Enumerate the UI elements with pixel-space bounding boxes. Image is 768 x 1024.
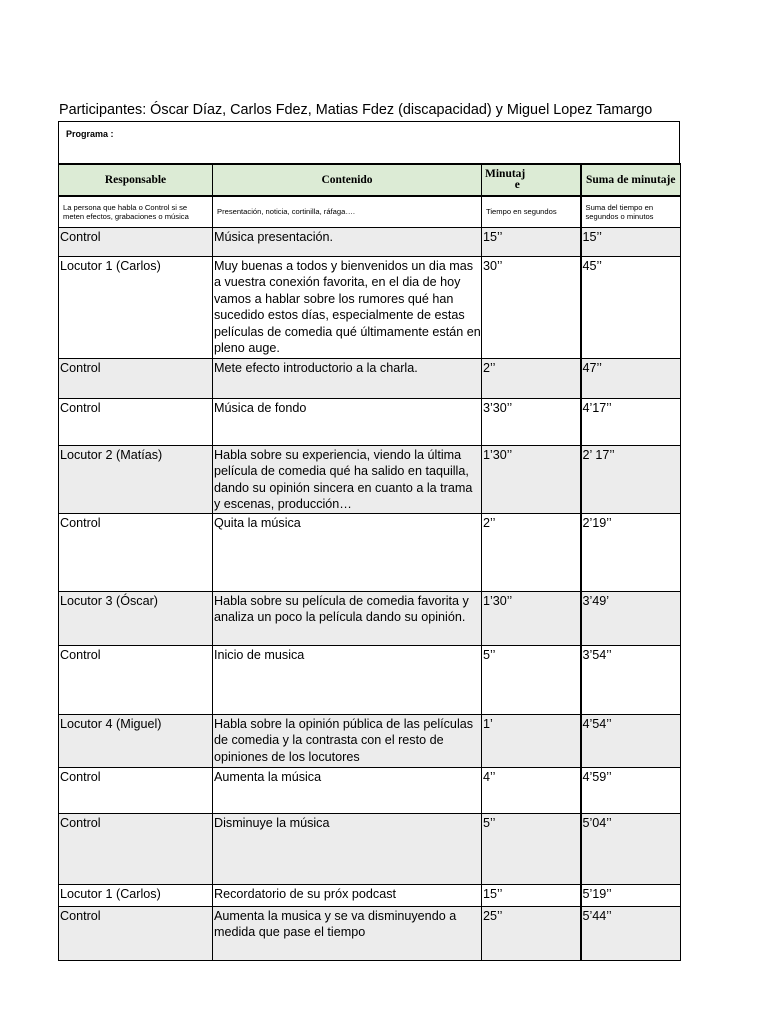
programa-box: [58, 121, 680, 163]
cell-contenido: Habla sobre la opinión pública de las películas de comedia y la contrasta con el resto de opiniones de los locutores: [213, 715, 482, 768]
description-row: [59, 196, 681, 228]
cell-minutaje: 25’’: [482, 907, 581, 961]
cell-responsable: Control: [59, 514, 213, 592]
cell-contenido: Habla sobre su experiencia, viendo la última película de comedia qué ha salido en taquilla, dando su opinión sincera en cuanto a la trama y escenas, producción…: [213, 446, 482, 514]
cell-contenido: Aumenta la musica y se va disminuyendo a medida que pase el tiempo: [213, 907, 482, 961]
cell-suma: 4’59’’: [581, 768, 681, 814]
cell-suma: 47’’: [581, 359, 681, 399]
cell-suma: 5’44’’: [581, 907, 681, 961]
desc-suma: Suma del tiempo en segundos o minutos: [581, 196, 681, 228]
script-sheet: [58, 121, 680, 961]
table-row: [59, 715, 681, 768]
cell-responsable: Locutor 4 (Miguel): [59, 715, 213, 768]
cell-contenido: Música presentación.: [213, 228, 482, 257]
cell-contenido: Inicio de musica: [213, 646, 482, 715]
cell-contenido: Música de fondo: [213, 399, 482, 446]
cell-suma: 2’ 17’’: [581, 446, 681, 514]
cell-responsable: Control: [59, 228, 213, 257]
cell-responsable: Locutor 1 (Carlos): [59, 257, 213, 359]
cell-minutaje: 2’’: [482, 359, 581, 399]
cell-minutaje: 5’’: [482, 814, 581, 885]
table-row: [59, 907, 681, 961]
desc-contenido: Presentación, noticia, cortinilla, ráfaga….: [213, 196, 482, 228]
desc-responsable: La persona que habla o Control si se meten efectos, grabaciones o música: [59, 196, 213, 228]
header-minutaje-text: Minutaj: [485, 168, 526, 180]
cell-contenido: Quita la música: [213, 514, 482, 592]
cell-minutaje: 15’’: [482, 885, 581, 907]
cell-minutaje: 1’30’’: [482, 446, 581, 514]
table-row: [59, 885, 681, 907]
cell-minutaje: 3’30’’: [482, 399, 581, 446]
cell-contenido: Habla sobre su película de comedia favorita y analiza un poco la película dando su opinión.: [213, 592, 482, 646]
cell-contenido: Disminuye la música: [213, 814, 482, 885]
cell-responsable: Control: [59, 814, 213, 885]
cell-suma: 15’’: [581, 228, 681, 257]
table-row: [59, 814, 681, 885]
header-minutaje: [482, 164, 581, 196]
cell-minutaje: 30’’: [482, 257, 581, 359]
cell-suma: 3’49’: [581, 592, 681, 646]
cell-suma: 4’54’’: [581, 715, 681, 768]
programa-label: Programa :: [66, 129, 114, 139]
table-row: [59, 768, 681, 814]
cell-contenido: Muy buenas a todos y bienvenidos un dia mas a vuestra conexión favorita, en el dia de hoy vamos a hablar sobre los rumores qué han sucedido estos días, especialmente de estas películas de comedia qué últimamente están en pleno auge.: [213, 257, 482, 359]
header-minutaje-wrap: e: [514, 179, 520, 191]
cell-minutaje: 1’: [482, 715, 581, 768]
cell-suma: 3’54’’: [581, 646, 681, 715]
table-row: [59, 446, 681, 514]
cell-responsable: Locutor 3 (Óscar): [59, 592, 213, 646]
cell-responsable: Control: [59, 768, 213, 814]
table-row: [59, 592, 681, 646]
desc-minutaje: Tiempo en segundos: [482, 196, 581, 228]
cell-suma: 5’04’’: [581, 814, 681, 885]
cell-contenido: Recordatorio de su próx podcast: [213, 885, 482, 907]
cell-minutaje: 15’’: [482, 228, 581, 257]
cell-responsable: Control: [59, 399, 213, 446]
cell-contenido: Aumenta la música: [213, 768, 482, 814]
cell-minutaje: 5’’: [482, 646, 581, 715]
cell-responsable: Locutor 2 (Matías): [59, 446, 213, 514]
table-row: [59, 646, 681, 715]
header-contenido: Contenido: [213, 164, 482, 196]
table-row: [59, 399, 681, 446]
cell-responsable: Control: [59, 359, 213, 399]
table-row: [59, 514, 681, 592]
script-table: [58, 163, 681, 961]
cell-suma: 5’19’’: [581, 885, 681, 907]
cell-responsable: Control: [59, 646, 213, 715]
header-responsable: Responsable: [59, 164, 213, 196]
cell-minutaje: 4’’: [482, 768, 581, 814]
table-row: [59, 359, 681, 399]
cell-suma: 2’19’’: [581, 514, 681, 592]
table-row: [59, 257, 681, 359]
cell-minutaje: 2’’: [482, 514, 581, 592]
participants-line: Participantes: Óscar Díaz, Carlos Fdez, Matias Fdez (discapacidad) y Miguel Lopez Tamargo: [59, 102, 653, 118]
table-row: [59, 228, 681, 257]
cell-contenido: Mete efecto introductorio a la charla.: [213, 359, 482, 399]
cell-responsable: Locutor 1 (Carlos): [59, 885, 213, 907]
cell-suma: 45’’: [581, 257, 681, 359]
header-row: [59, 164, 681, 196]
cell-responsable: Control: [59, 907, 213, 961]
header-suma: Suma de minutaje: [581, 164, 681, 196]
cell-suma: 4’17’’: [581, 399, 681, 446]
cell-minutaje: 1’30’’: [482, 592, 581, 646]
